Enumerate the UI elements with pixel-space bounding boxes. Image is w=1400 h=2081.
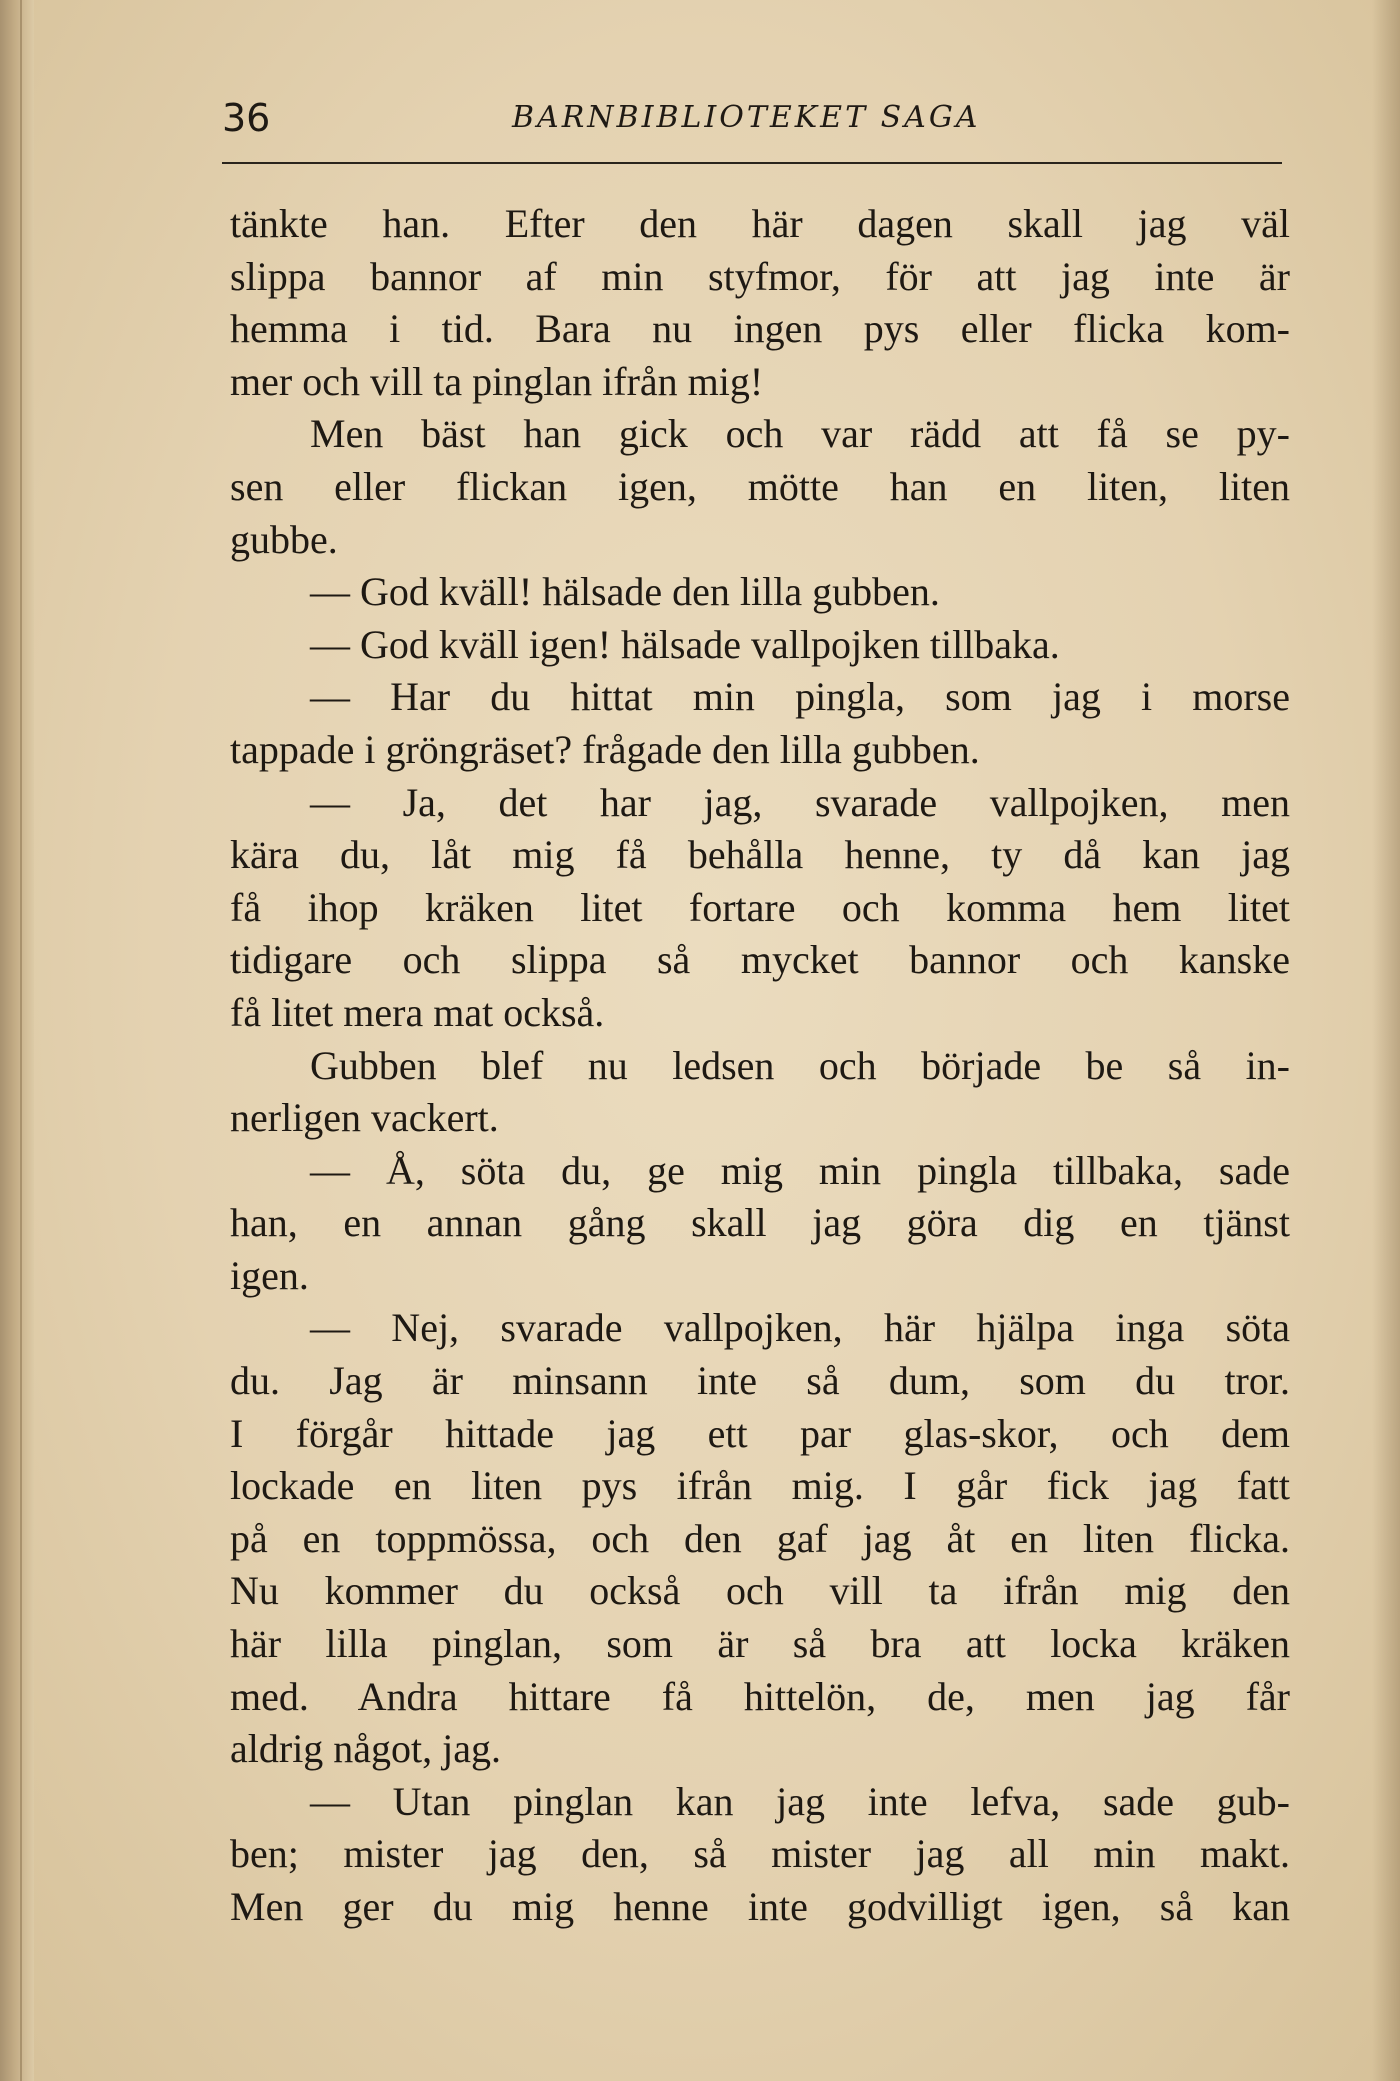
text-line: med. Andra hittare få hittelön, de, men jag får bbox=[230, 1673, 1290, 1719]
text-line: igen. bbox=[230, 1252, 309, 1298]
text-line: du. Jag är minsann inte så dum, som du tror. bbox=[230, 1358, 1290, 1404]
text-line: lockade en liten pys ifrån mig. I går fick jag fatt bbox=[230, 1463, 1290, 1509]
text-line: slippa bannor af min styfmor, för att jag inte är bbox=[230, 253, 1290, 299]
text-line: på en toppmössa, och den gaf jag åt en liten flicka. bbox=[230, 1515, 1290, 1561]
body-text bbox=[230, 198, 1290, 1934]
text-line: nerligen vackert. bbox=[230, 1095, 499, 1141]
text-line: I förgår hittade jag ett par glas-skor, och dem bbox=[230, 1410, 1290, 1456]
page-gutter bbox=[0, 0, 34, 2081]
text-line: få litet mera mat också. bbox=[230, 989, 605, 1035]
text-line: — Nej, svarade vallpojken, här hjälpa inga söta bbox=[310, 1305, 1290, 1351]
text-line: tänkte han. Efter den här dagen skall jag väl bbox=[230, 201, 1290, 246]
text-line: han, en annan gång skall jag göra dig en tjänst bbox=[230, 1200, 1290, 1246]
page-edge-shadow bbox=[1372, 0, 1400, 2081]
text-line: Gubben blef nu ledsen och började be så in- bbox=[310, 1042, 1290, 1088]
text-line: Nu kommer du också och vill ta ifrån mig den bbox=[230, 1568, 1290, 1614]
text-line: — Har du hittat min pingla, som jag i morse bbox=[310, 674, 1290, 720]
text-line: få ihop kräken litet fortare och komma hem litet bbox=[230, 884, 1290, 930]
gutter-line bbox=[20, 0, 22, 2081]
text-line: tidigare och slippa så mycket bannor och kanske bbox=[230, 937, 1290, 983]
page-number: 36 bbox=[222, 96, 271, 140]
text-line: — Ja, det har jag, svarade vallpojken, men bbox=[310, 779, 1290, 825]
text-line: sen eller flickan igen, mötte han en liten, liten bbox=[230, 463, 1290, 509]
text-line: ben; mister jag den, så mister jag all min makt. bbox=[230, 1831, 1290, 1877]
text-line: kära du, låt mig få behålla henne, ty då kan jag bbox=[230, 832, 1290, 878]
text-line: mer och vill ta pinglan ifrån mig! bbox=[230, 358, 764, 404]
page-header bbox=[222, 96, 1282, 146]
text-line: Men ger du mig henne inte godvilligt igen, så kan bbox=[230, 1884, 1290, 1929]
text-line: tappade i gröngräset? frågade den lilla gubben. bbox=[230, 726, 980, 772]
text-line: gubbe. bbox=[230, 516, 338, 562]
text-line: — Utan pinglan kan jag inte lefva, sade gub- bbox=[310, 1778, 1290, 1824]
text-line: här lilla pinglan, som är så bra att locka kräken bbox=[230, 1621, 1290, 1667]
header-rule bbox=[222, 162, 1282, 164]
text-line: — God kväll! hälsade den lilla gubben. bbox=[310, 569, 940, 615]
running-title: BARNBIBLIOTEKET SAGA bbox=[512, 100, 981, 135]
text-line: aldrig något, jag. bbox=[230, 1726, 502, 1772]
text-line: hemma i tid. Bara nu ingen pys eller flicka kom- bbox=[230, 306, 1290, 352]
text-line: Men bäst han gick och var rädd att få se py- bbox=[310, 411, 1290, 457]
text-line: — Å, söta du, ge mig min pingla tillbaka, sade bbox=[310, 1147, 1290, 1193]
text-line: — God kväll igen! hälsade vallpojken tillbaka. bbox=[310, 621, 1060, 667]
